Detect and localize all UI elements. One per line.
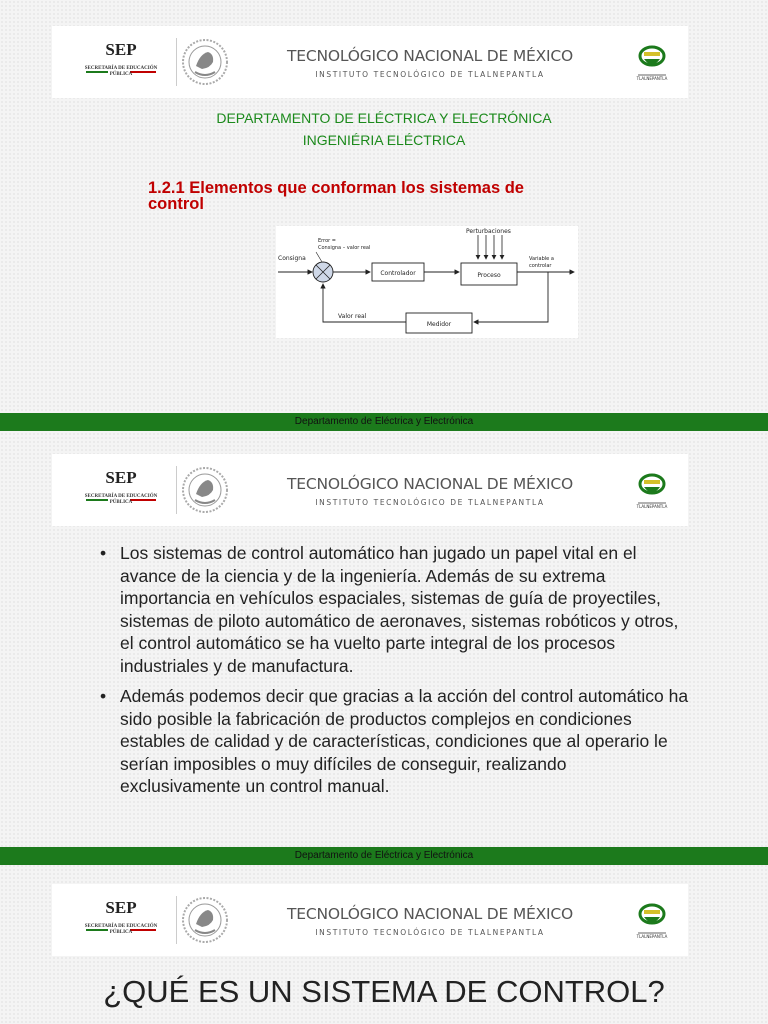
consigna-label: Consigna <box>278 255 306 262</box>
sep-logo-subtext: SECRETARÍA DE EDUCACIÓN PÚBLICA <box>84 66 158 77</box>
footer-bar: Departamento de Eléctrica y Electrónica <box>0 413 768 431</box>
institution-subtitle: INSTITUTO TECNOLÓGICO DE TLALNEPANTLA <box>315 498 545 507</box>
control-loop-diagram <box>276 226 578 338</box>
slide-title: ¿QUÉ ES UN SISTEMA DE CONTROL? <box>103 974 665 1009</box>
institution-subtitle: INSTITUTO TECNOLÓGICO DE TLALNEPANTLA <box>315 70 545 79</box>
valor-real-label: Valor real <box>338 313 367 320</box>
tec-logo-caption: TLALNEPANTLA <box>636 504 668 509</box>
header-divider <box>176 896 177 944</box>
header-divider <box>176 466 177 514</box>
sep-logo <box>82 898 160 948</box>
sep-logo-text: SEP <box>105 40 137 59</box>
error-label-1: Error = <box>318 238 336 244</box>
sep-logo <box>82 40 160 90</box>
sep-logo-text: SEP <box>105 468 137 487</box>
sep-logo-subtext: SECRETARÍA DE EDUCACIÓN PÚBLICA <box>84 924 158 935</box>
proceso-label: Proceso <box>477 272 501 279</box>
tec-logo-caption: TLALNEPANTLA <box>636 934 668 939</box>
sep-logo-text: SEP <box>105 898 137 917</box>
topic-heading: 1.2.1 Elementos que conforman los sistemas de control <box>148 179 524 213</box>
error-label-2: Consigna – valor real <box>318 245 371 251</box>
institution-subtitle: INSTITUTO TECNOLÓGICO DE TLALNEPANTLA <box>315 928 545 937</box>
mexico-seal-icon <box>180 464 230 516</box>
controlador-label: Controlador <box>380 270 416 277</box>
tec-logo-icon <box>632 470 676 514</box>
mexico-seal-icon <box>180 894 230 946</box>
tec-logo-icon <box>632 42 676 86</box>
sep-logo-stripe <box>86 918 156 922</box>
department-title: DEPARTAMENTO DE ELÉCTRICA Y ELECTRÓNICA <box>216 110 552 126</box>
variable-label-1: Variable a <box>529 256 554 262</box>
variable-label-2: controlar <box>529 263 552 269</box>
error-pointer <box>316 252 322 262</box>
institution-title: TECNOLÓGICO NACIONAL DE MÉXICO <box>286 475 573 493</box>
bullet-item: • Los sistemas de control automático han jugado un papel vital en el avance de la ciencia y de la ingeniería. Además de su extrema importancia en vehículos espaciales, sistemas de guía de proyectiles, sistemas de piloto automático de aeronaves, sistemas robóticos y otros, el control automático se ha vuelto parte integral de los procesos industriales y de manufactura. <box>100 542 690 677</box>
tec-logo-caption: TLALNEPANTLA <box>636 76 668 81</box>
institution-header <box>52 26 688 98</box>
medidor-label: Medidor <box>426 321 452 328</box>
sep-logo-stripe <box>86 60 156 64</box>
sep-logo <box>82 468 160 518</box>
tec-logo-icon <box>632 900 676 944</box>
bullet-item: • Además podemos decir que gracias a la acción del control automático ha sido posible la fabricación de productos complejos en condiciones estables de calidad y de características, condiciones que al operario le serían imposibles o muy difíciles de conseguir, realizando exclusivamente un control manual. <box>100 685 690 798</box>
sep-logo-stripe <box>86 488 156 492</box>
sep-logo-subtext: SECRETARÍA DE EDUCACIÓN PÚBLICA <box>84 494 158 505</box>
slide-1 <box>0 0 768 410</box>
career-title: INGENIÉRIA ELÉCTRICA <box>302 132 466 148</box>
mexico-seal-icon <box>180 36 230 88</box>
header-divider <box>176 38 177 86</box>
institution-title: TECNOLÓGICO NACIONAL DE MÉXICO <box>286 47 573 65</box>
institution-header <box>52 454 688 526</box>
institution-header <box>52 884 688 956</box>
institution-title: TECNOLÓGICO NACIONAL DE MÉXICO <box>286 905 573 923</box>
footer-bar: Departamento de Eléctrica y Electrónica <box>0 847 768 865</box>
perturbaciones-label: Perturbaciones <box>466 228 511 235</box>
bullet-list <box>100 542 690 806</box>
